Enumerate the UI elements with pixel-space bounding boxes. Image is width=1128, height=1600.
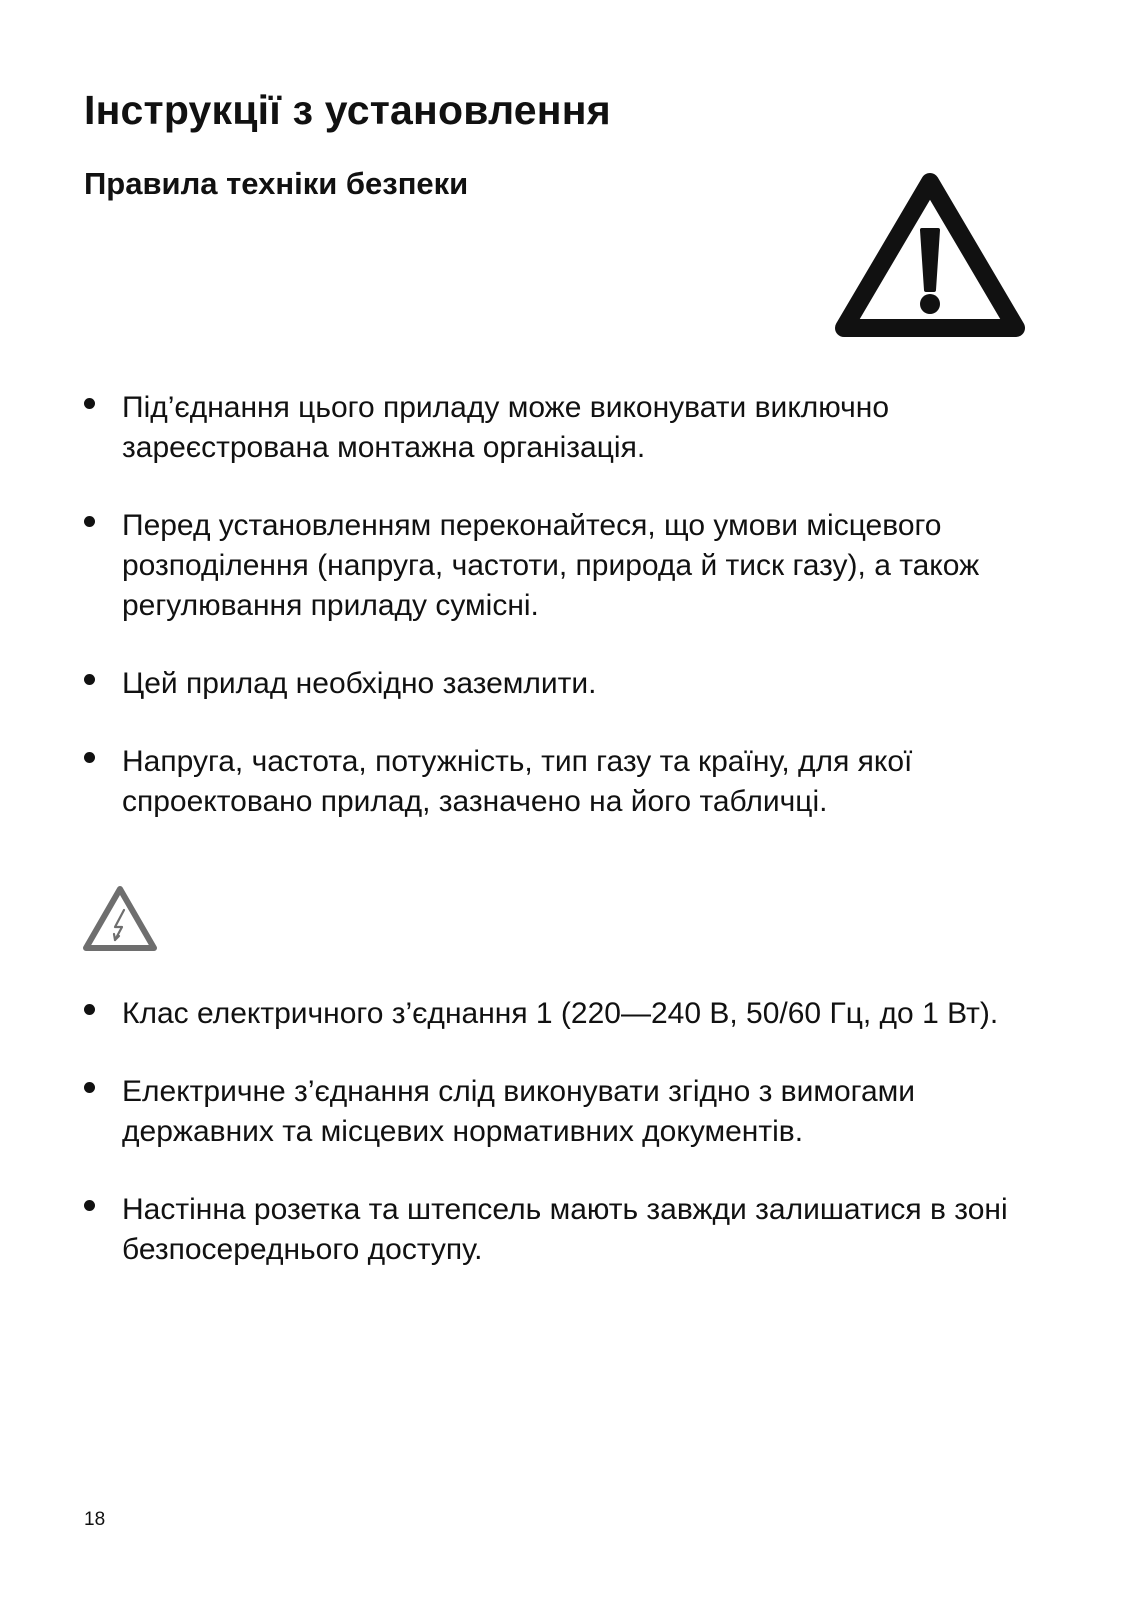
bullet-icon: [84, 752, 95, 763]
list-item-text: Під’єднання цього приладу може виконувати виключно зареєстрована монтажна організація.: [122, 391, 890, 464]
list-item-text: Настінна розетка та штепсель мають завжди залишатися в зоні безпосереднього доступу.: [122, 1193, 1008, 1266]
page-number: 18: [84, 1509, 106, 1530]
list-item-text: Електричне з’єднання слід виконувати згідно з вимогами державних та місцевих нормативних документів.: [122, 1075, 916, 1148]
bullet-icon: [84, 1082, 95, 1093]
list-item: [84, 742, 1044, 822]
section-title: Правила техніки безпеки: [84, 166, 469, 201]
bullet-icon: [84, 674, 95, 685]
list-item: [84, 1190, 1044, 1270]
list-item: [84, 664, 1044, 704]
list-item-text: Перед установленням переконайтеся, що умови місцевого розподілення (напруга, частоти, природа й тиск газу), а також регулювання приладу сумісні.: [122, 509, 980, 622]
list-item: [84, 1072, 1044, 1152]
list-item: [84, 994, 1044, 1034]
page-title: Інструкції з установлення: [84, 87, 611, 133]
list-item-text: Цей прилад необхідно заземлити.: [122, 667, 597, 700]
bullet-icon: [84, 1004, 95, 1015]
electric-hazard-icon: [80, 882, 160, 954]
electrical-rules-list: [84, 994, 1044, 1308]
list-item: [84, 388, 1044, 468]
list-item-text: Напруга, частота, потужність, тип газу та країну, для якої спроектовано прилад, зазначено на його табличці.: [122, 745, 913, 818]
warning-exclamation-icon: [832, 168, 1028, 344]
bullet-icon: [84, 398, 95, 409]
safety-rules-list: [84, 388, 1044, 860]
list-item-text: Клас електричного з’єднання 1 (220—240 В, 50/60 Гц, до 1 Вт).: [122, 997, 999, 1030]
bullet-icon: [84, 1200, 95, 1211]
list-item: [84, 506, 1044, 626]
bullet-icon: [84, 516, 95, 527]
